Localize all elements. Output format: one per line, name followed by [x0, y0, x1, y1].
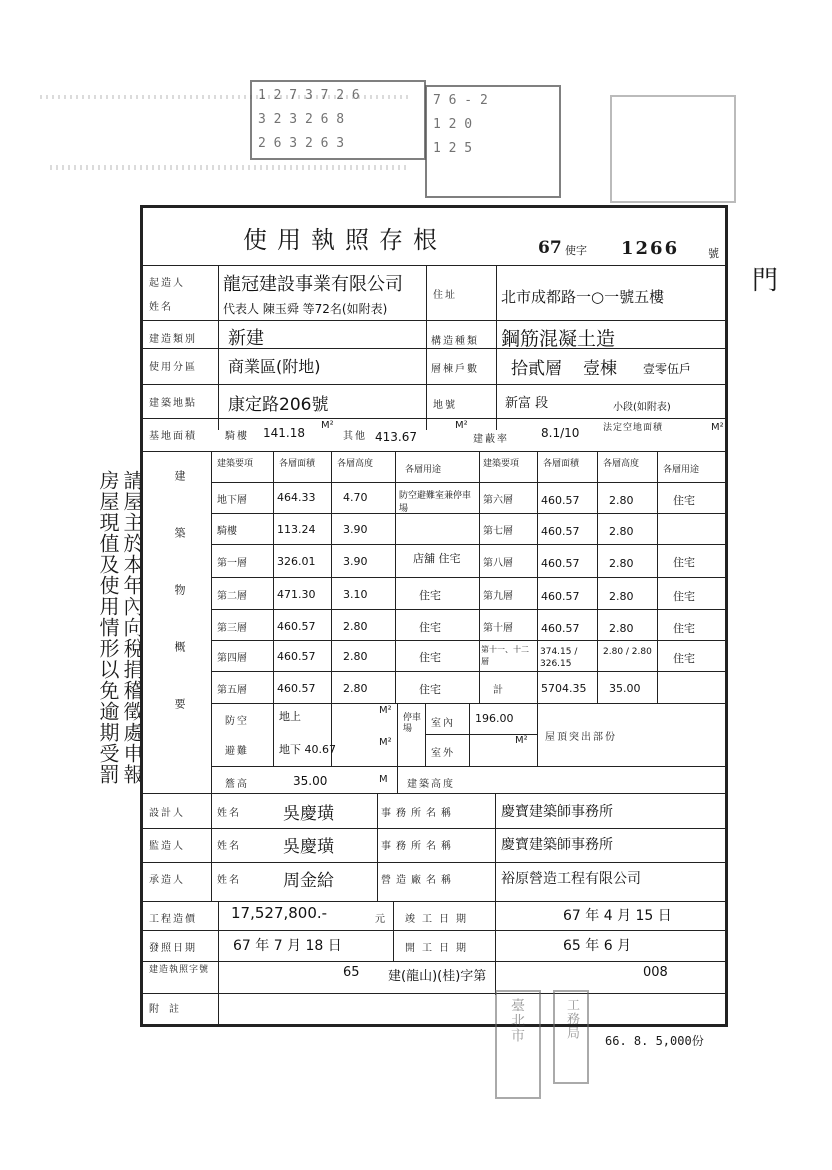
floor-area: 460.57 [277, 650, 316, 663]
roof-structure-label: 屋頂突出部份 [545, 732, 617, 743]
floor-area: 460.57 [541, 494, 580, 507]
rule [211, 482, 725, 483]
address-label: 住址 [433, 290, 457, 301]
use-zone: 商業區(附地) [228, 357, 321, 376]
rule [143, 793, 725, 794]
office-name-label: 事務所名稱 [381, 841, 456, 852]
floor-height: 2.80 [343, 682, 368, 695]
floor-area: 326.01 [277, 555, 316, 568]
rule [218, 901, 219, 993]
outdoor-label: 室外 [431, 748, 455, 759]
floor-use-label: 各層用途 [405, 465, 442, 475]
official-seal [495, 990, 541, 1099]
rule [211, 703, 725, 704]
rule [143, 930, 725, 931]
floor-height: 3.10 [343, 588, 368, 601]
use-zone-label: 使用分區 [149, 362, 197, 373]
floor-use: 住宅 [419, 651, 441, 664]
completion-date: 67 年 4 月 15 日 [563, 908, 672, 924]
address: 北市成都路一○一號五樓 [501, 288, 665, 306]
side-note: 請屋主於本年內向稅捐稽徵處申報房屋現值及使用情形以免逾期受罰 [96, 470, 144, 785]
building-items-label: 建築要項 [217, 459, 254, 469]
base-elevated: 141.18 [263, 426, 305, 440]
name-label: 姓名 [149, 302, 173, 313]
coverage-label: 建蔽率 [473, 434, 509, 445]
unit: M² [711, 422, 724, 433]
floor-height: 3.90 [343, 523, 368, 536]
floor-area: 460.57 [277, 620, 316, 633]
total-area: 5704.35 [541, 682, 587, 695]
faded-stamp [610, 95, 736, 203]
floors: 拾貳層 [511, 359, 562, 379]
floor-name: 騎樓 [217, 526, 237, 537]
base-other: 413.67 [375, 430, 417, 444]
floor-area: 460.57 [541, 622, 580, 635]
evacuation-label: 避難 [225, 746, 249, 757]
air-raid-label: 防空 [225, 716, 249, 727]
unit: M² [321, 420, 334, 431]
footer-print: 66. 8. 5,000份 [605, 1034, 704, 1048]
designer-label: 設計人 [149, 808, 185, 819]
rule [397, 703, 398, 766]
stamp-line: 3 2 3 2 6 8 [258, 112, 345, 127]
permit-type: 使字 [565, 244, 587, 257]
rule [495, 793, 496, 995]
floor-use: 住宅 [419, 621, 441, 634]
buildings: 壹棟 [583, 359, 617, 379]
firm-name-label: 營造廠名稱 [381, 875, 456, 886]
floor-name: 第五層 [217, 685, 247, 696]
floor-area: 460.57 [541, 590, 580, 603]
floor-height-label: 各層高度 [337, 459, 374, 469]
structure-type-label: 構造種類 [431, 336, 479, 347]
indoor-label: 室內 [431, 718, 455, 729]
rule [397, 766, 398, 793]
rule [218, 265, 219, 320]
rule [211, 451, 212, 793]
floor-use: 店舖 住宅 [413, 552, 461, 565]
rule [393, 901, 394, 961]
unit: M² [515, 735, 528, 746]
floor-name: 第八層 [483, 558, 513, 569]
date-stamp-a [250, 80, 426, 160]
contractor-label: 承造人 [149, 875, 185, 886]
site-location-label: 建築地點 [149, 398, 197, 409]
floor-height: 2.80 [343, 620, 368, 633]
lot-section: 新富 段 [505, 396, 549, 411]
scan-smudge [50, 165, 410, 170]
base-area-label: 基地面積 [149, 431, 197, 442]
rule [425, 734, 537, 735]
remarks-label: 附註 [149, 1004, 189, 1015]
floor-name: 第一層 [217, 558, 247, 569]
right-margin-text: 門 [752, 266, 779, 296]
unit: M² [379, 705, 392, 716]
build-permit-word: 建(龍山)(桂)字第 [388, 969, 487, 984]
stamp-line: 1 2 7 3 7 2 6 [258, 88, 360, 103]
build-permit-no-label: 建造執照字號 [149, 965, 210, 975]
build-permit-number: 008 [643, 965, 668, 980]
other-label: 其他 [343, 431, 367, 442]
unit: M² [379, 737, 392, 748]
floor-height: 3.90 [343, 555, 368, 568]
rule [211, 544, 725, 545]
rule [211, 640, 725, 641]
permit-number: 1266 [621, 238, 680, 259]
floor-name: 第九層 [483, 591, 513, 602]
rule [426, 320, 427, 430]
rule [211, 671, 725, 672]
floor-height: 2.80 [609, 525, 634, 538]
floor-name: 第十層 [483, 623, 513, 634]
permit-suffix: 號 [708, 247, 719, 260]
eave-height: 35.00 [293, 774, 328, 788]
rule [377, 793, 378, 901]
builder-label: 起造人 [149, 278, 185, 289]
rule [211, 766, 725, 767]
floor-area-label: 各層面積 [543, 459, 580, 469]
floor-height: 2.80 / 2.80 [603, 647, 652, 657]
floor-use: 住宅 [673, 590, 695, 603]
rule [496, 320, 497, 430]
floor-height: 2.80 [609, 590, 634, 603]
total-height: 35.00 [609, 682, 641, 695]
office-name-label: 事務所名稱 [381, 808, 456, 819]
unit: M [379, 774, 388, 785]
households: 壹零伍戶 [643, 362, 692, 376]
floor-use: 住宅 [673, 556, 695, 569]
floor-area-label: 各層面積 [279, 459, 316, 469]
air-raid-below: 地下 40.67 [279, 743, 336, 756]
floor-use: 防空避難室兼停車場 [399, 491, 472, 514]
supervisor-label: 監造人 [149, 841, 185, 852]
date-stamp-b [425, 85, 561, 198]
floor-area: 460.57 [277, 682, 316, 695]
parking-indoor: 196.00 [475, 712, 514, 725]
rule [143, 418, 725, 419]
floor-area: 464.33 [277, 491, 316, 504]
stamp-line: 1 2 5 [433, 141, 473, 156]
floor-use: 住宅 [419, 589, 441, 602]
rule [218, 993, 219, 1024]
floor-name: 第二層 [217, 591, 247, 602]
building-details-side: 建築物概要 [173, 470, 186, 755]
floor-height: 2.80 [609, 494, 634, 507]
rule [143, 265, 725, 266]
rule [143, 348, 725, 349]
rule [211, 513, 725, 514]
floors-households-label: 層棟戶數 [431, 364, 479, 375]
rule [143, 384, 725, 385]
rule [143, 901, 725, 902]
builder-name: 龍冠建設事業有限公司 [223, 274, 403, 295]
floor-area: 374.15 / 326.15 [540, 647, 578, 669]
rule [143, 993, 725, 994]
floor-height: 2.80 [609, 622, 634, 635]
form-title: 使用執照存根 [243, 226, 447, 254]
start-date-label: 開工日期 [405, 943, 473, 954]
stamp-line: 1 2 0 [433, 117, 473, 132]
rule [143, 451, 725, 452]
floor-height-label: 各層高度 [603, 459, 640, 469]
rule [143, 961, 725, 962]
floor-height: 2.80 [609, 557, 634, 570]
rule [211, 793, 212, 901]
start-date: 65 年 6 月 [563, 938, 632, 954]
rule [218, 320, 219, 430]
floor-area: 113.24 [277, 523, 316, 536]
permit-form [140, 205, 728, 1027]
floor-name: 第四層 [217, 653, 247, 664]
rule [211, 609, 725, 610]
contractor: 周金給 [283, 871, 334, 891]
floor-area: 471.30 [277, 588, 316, 601]
building-height-label: 建築高度 [407, 779, 455, 790]
designer-office: 慶寶建築師事務所 [501, 804, 613, 820]
eave-height-label: 簷高 [225, 779, 249, 790]
total-label: 計 [493, 685, 505, 696]
above-ground-label: 地上 [279, 710, 301, 723]
seal-text: 臺北市 [509, 998, 525, 1043]
rule [143, 320, 725, 321]
floor-use: 住宅 [673, 494, 695, 507]
coverage-ratio: 8.1/10 [541, 426, 580, 440]
floor-name: 第三層 [217, 623, 247, 634]
contractor-firm: 裕原營造工程有限公司 [501, 871, 641, 887]
floor-name: 第七層 [483, 526, 513, 537]
floor-name: 第六層 [483, 495, 513, 506]
yuan-label: 元 [375, 914, 387, 925]
build-permit-year: 65 [343, 965, 360, 980]
floor-height: 2.80 [343, 650, 368, 663]
lot-subsection: 小段(如附表) [613, 402, 671, 413]
floor-name: 第十一、十二層 [481, 645, 529, 666]
official-seal [553, 990, 589, 1084]
legal-open-space-label: 法定空地面積 [603, 423, 664, 433]
rule [143, 862, 725, 863]
floor-height: 4.70 [343, 491, 368, 504]
rule [426, 265, 427, 320]
project-cost: 17,527,800.- [231, 904, 328, 922]
construction-type: 新建 [228, 328, 264, 349]
name-label: 姓名 [217, 875, 241, 886]
stamp-line: 2 6 3 2 6 3 [258, 136, 345, 151]
rule [143, 828, 725, 829]
designer: 吳慶璜 [283, 804, 334, 824]
site-road: 康定路206號 [228, 395, 329, 415]
issue-date-label: 發照日期 [149, 943, 197, 954]
name-label: 姓名 [217, 808, 241, 819]
seal-text: 工務局 [564, 998, 579, 1040]
lot-number-label: 地號 [433, 400, 457, 411]
name-label: 姓名 [217, 841, 241, 852]
floor-use: 住宅 [673, 622, 695, 635]
floor-area: 460.57 [541, 525, 580, 538]
rule [537, 703, 538, 766]
elevated-label: 騎樓 [225, 431, 249, 442]
structure-type: 鋼筋混凝土造 [501, 328, 616, 350]
floor-use-label: 各層用途 [663, 465, 700, 475]
unit: M² [455, 420, 468, 431]
building-items-label: 建築要項 [483, 459, 520, 469]
completion-date-label: 竣工日期 [405, 914, 473, 925]
project-cost-label: 工程造價 [149, 914, 197, 925]
supervisor: 吳慶璜 [283, 837, 334, 857]
floor-use: 住宅 [673, 652, 695, 665]
issue-date: 67 年 7 月 18 日 [233, 938, 342, 954]
supervisor-office: 慶寶建築師事務所 [501, 837, 613, 853]
floor-name: 地下層 [217, 495, 247, 506]
permit-year: 67 [538, 238, 562, 258]
floor-use: 住宅 [419, 683, 441, 696]
rule [496, 265, 497, 320]
rule [211, 577, 725, 578]
builder-rep: 代表人 陳玉舜 等72名(如附表) [223, 302, 388, 316]
floor-area: 460.57 [541, 557, 580, 570]
stamp-line: 7 6 - 2 [433, 93, 488, 108]
parking-label: 停車場 [403, 713, 422, 734]
construction-type-label: 建造類別 [149, 334, 197, 345]
